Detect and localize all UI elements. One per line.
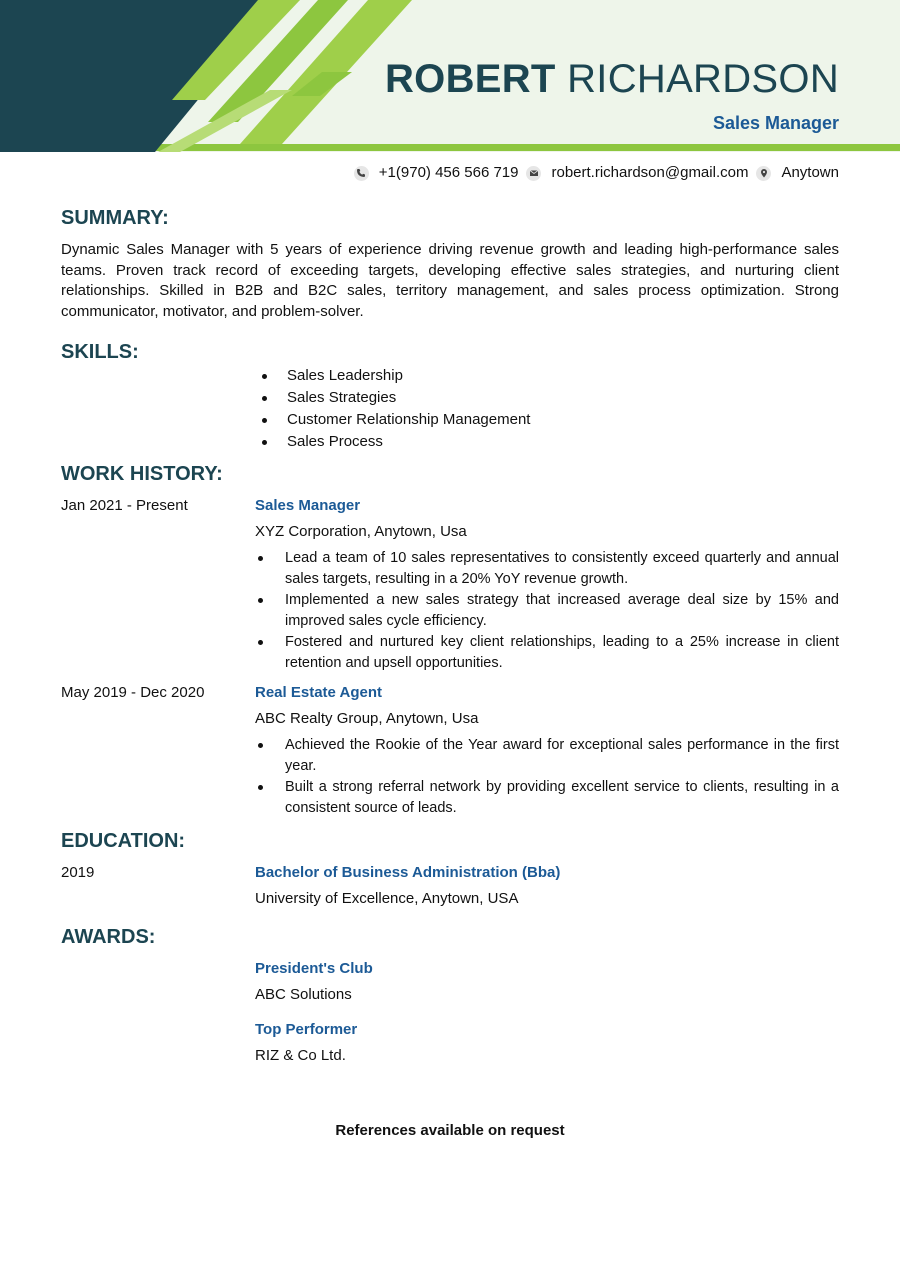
- job-bullet: Lead a team of 10 sales representatives to consistently exceed quarterly and annual sales targets, resulting in a 20% YoY revenue growth.: [255, 548, 839, 589]
- job-dates: Jan 2021 - Present: [61, 497, 188, 514]
- contact-bar: [354, 164, 839, 182]
- job-title: Sales Manager: [255, 497, 361, 514]
- skill-item: Sales Leadership: [255, 365, 530, 387]
- award-name: Top Performer: [255, 1021, 358, 1038]
- skill-item: Customer Relationship Management: [255, 409, 530, 431]
- job-bullets: [255, 548, 839, 674]
- job-bullet: Achieved the Rookie of the Year award for exceptional sales performance in the first year.: [255, 735, 839, 776]
- first-name: ROBERT: [384, 57, 556, 101]
- work-history-heading: WORK HISTORY:: [61, 463, 223, 485]
- email-address[interactable]: robert.richardson@gmail.com: [551, 164, 749, 181]
- skills-list: [255, 365, 530, 453]
- job-company: ABC Realty Group, Anytown, Usa: [255, 710, 479, 727]
- job-role: Sales Manager: [712, 113, 839, 133]
- job-bullet: Built a strong referral network by providing excellent service to clients, resulting in a consistent source of leads.: [255, 777, 839, 818]
- skills-heading: SKILLS:: [61, 341, 139, 363]
- location-text: Anytown: [781, 164, 839, 181]
- dark-corner-shape: [0, 0, 280, 152]
- summary-text: Dynamic Sales Manager with 5 years of experience driving revenue growth and leading high-performance sales teams. Proven track record of exceeding targets, developing effective sales strategies, and nurturing client relationships. Skilled in B2B and B2C sales, territory management, and sales process optimization. Strong communicator, motivator, and problem-solver.: [61, 241, 839, 320]
- award-org: ABC Solutions: [255, 986, 352, 1003]
- awards-heading: AWARDS:: [61, 926, 156, 948]
- job-bullets: [255, 735, 839, 819]
- location-pin-icon: [756, 166, 771, 181]
- education-heading: EDUCATION:: [61, 830, 186, 852]
- education-school: University of Excellence, Anytown, USA: [255, 890, 519, 907]
- education-year: 2019: [61, 864, 95, 881]
- phone-number[interactable]: +1(970) 456 566 719: [378, 164, 519, 181]
- candidate-name: [385, 56, 839, 102]
- phone-icon: [354, 166, 369, 181]
- skill-item: Sales Process: [255, 431, 530, 453]
- job-company: XYZ Corporation, Anytown, Usa: [255, 523, 467, 540]
- skill-item: Sales Strategies: [255, 387, 530, 409]
- summary-heading: SUMMARY:: [61, 207, 169, 229]
- mail-icon: [526, 166, 541, 181]
- award-name: President's Club: [255, 960, 373, 977]
- last-name: RICHARDSON: [567, 57, 839, 101]
- job-dates: May 2019 - Dec 2020: [61, 684, 205, 701]
- job-bullet: Implemented a new sales strategy that increased average deal size by 15% and improved sales cycle efficiency.: [255, 590, 839, 631]
- award-org: RIZ & Co Ltd.: [255, 1047, 346, 1064]
- education-degree: Bachelor of Business Administration (Bba): [255, 864, 561, 881]
- job-title: Real Estate Agent: [255, 684, 382, 701]
- job-bullet: Fostered and nurtured key client relationships, leading to a 25% increase in client retention and upsell opportunities.: [255, 632, 839, 673]
- references-note: References available on request: [335, 1122, 565, 1139]
- resume-header: [0, 0, 900, 152]
